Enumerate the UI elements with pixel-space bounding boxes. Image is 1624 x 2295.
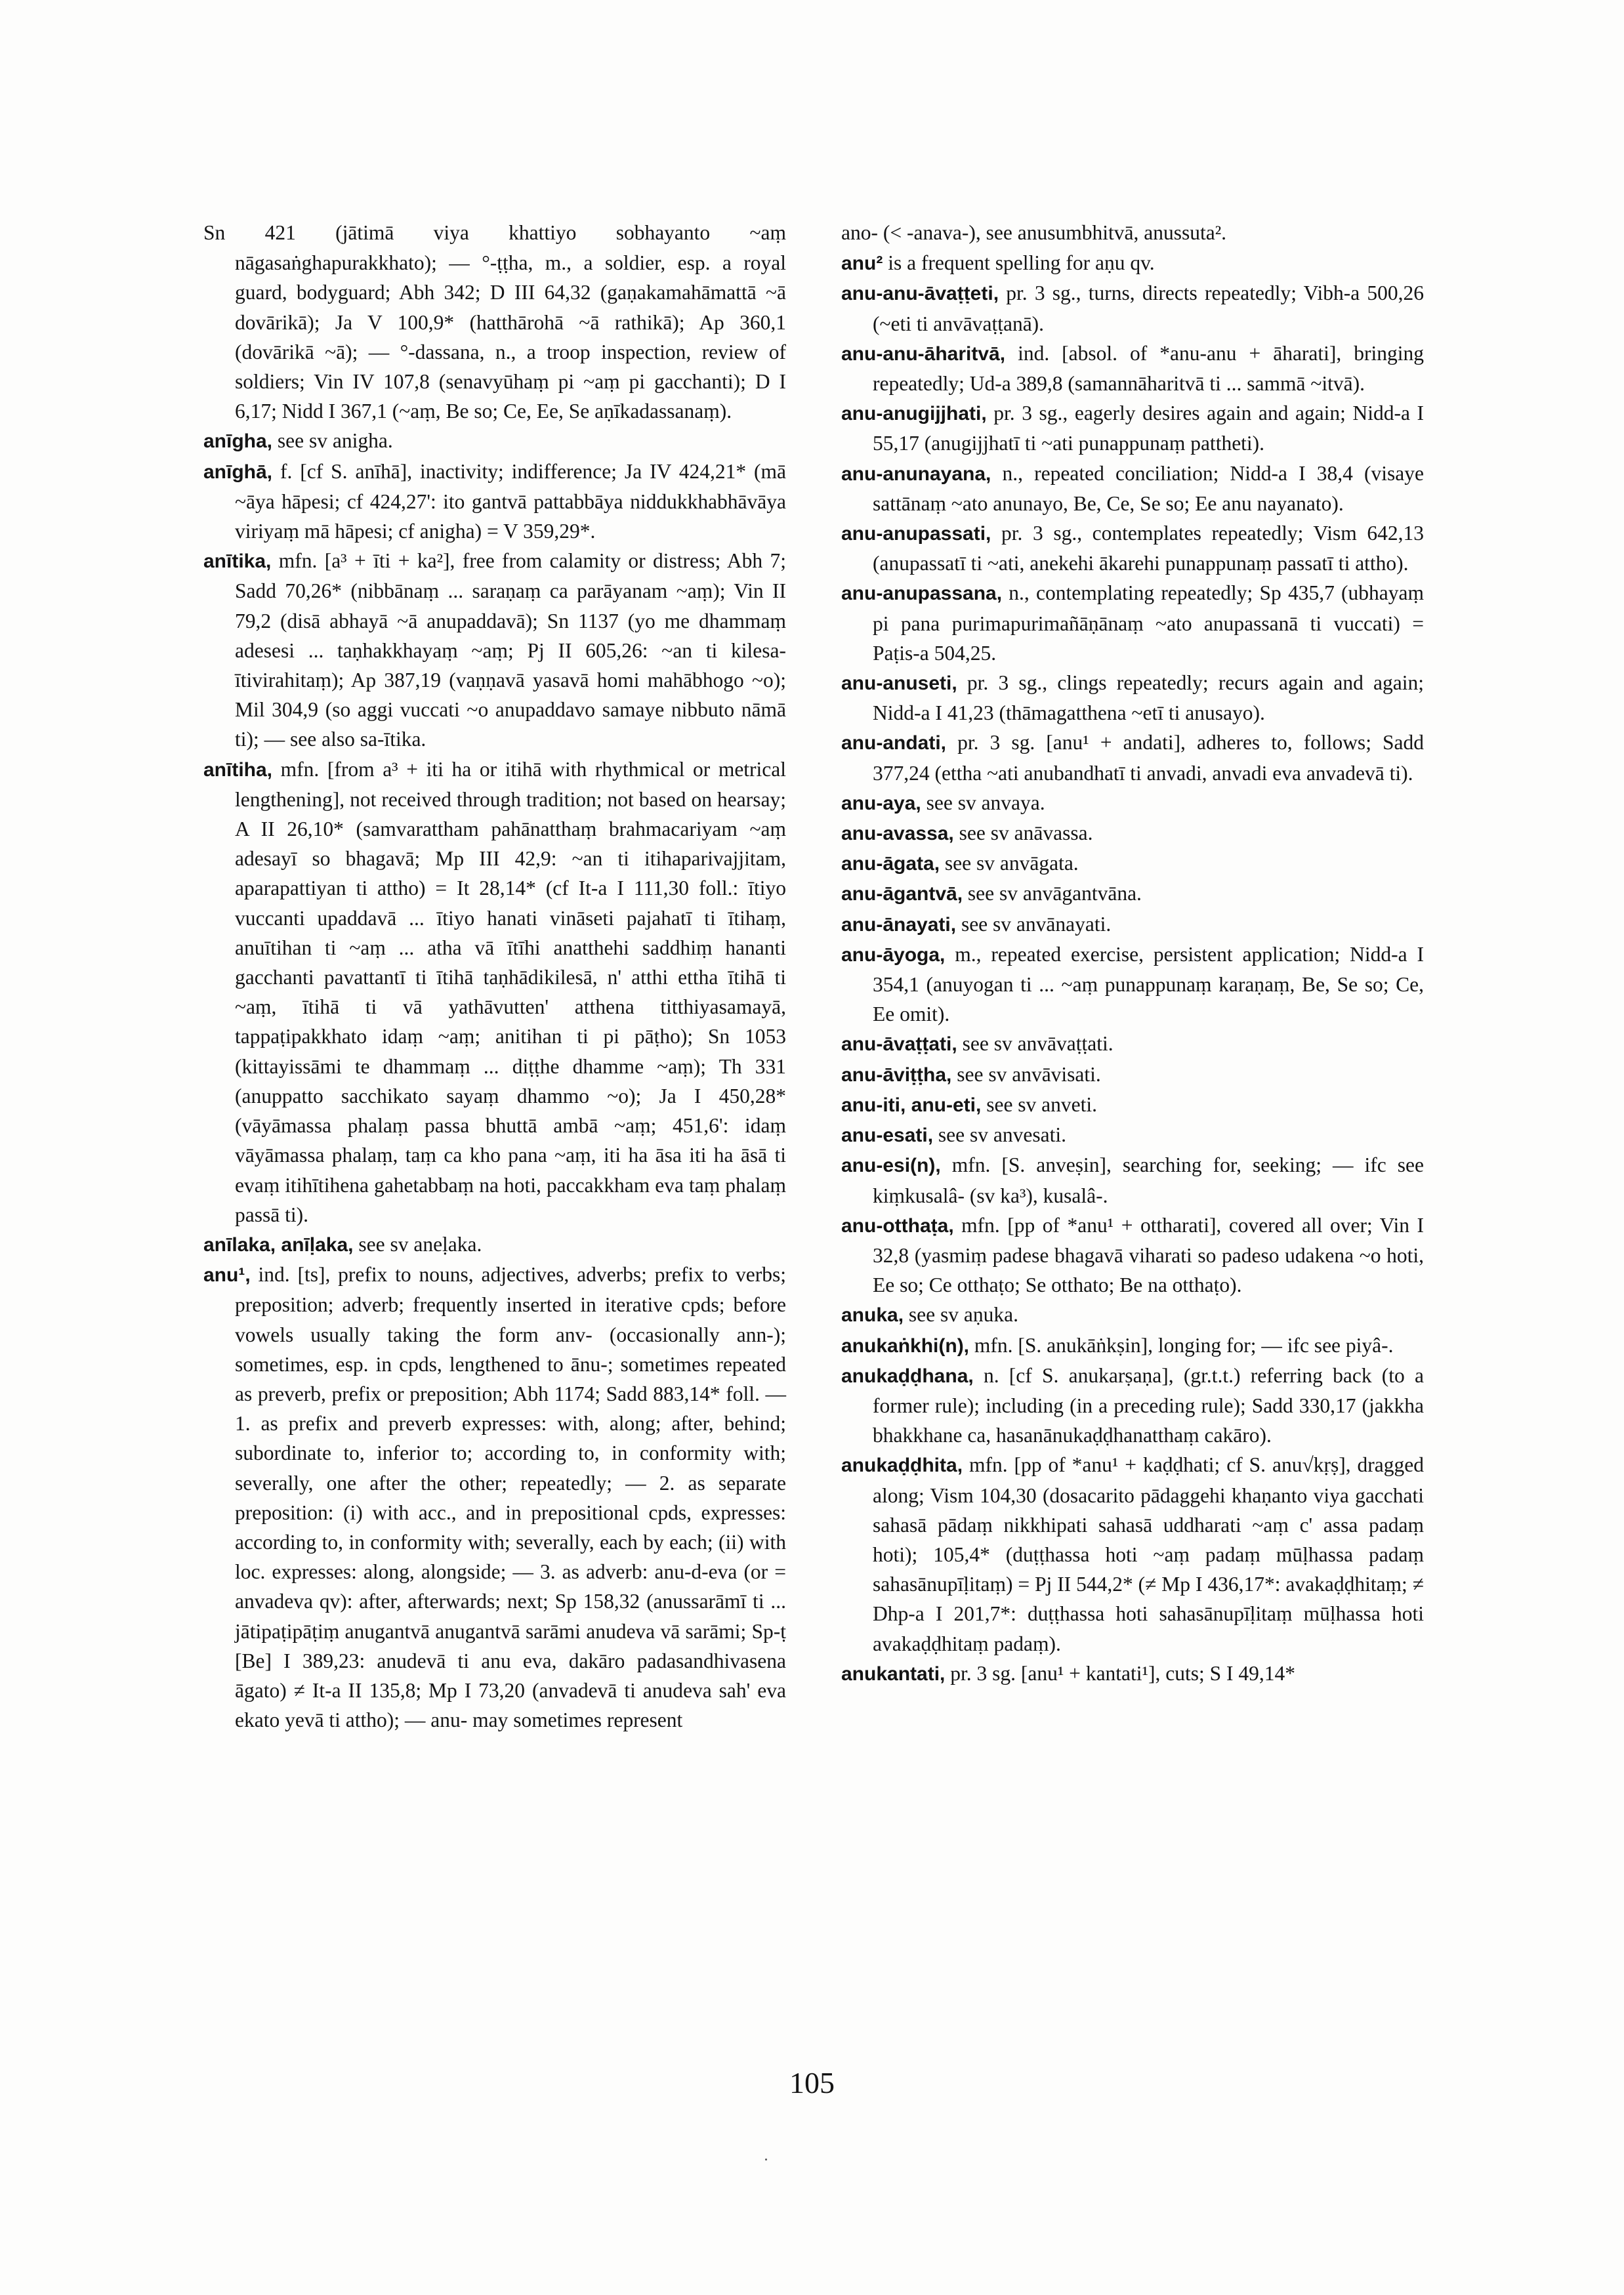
- dictionary-entry: [203, 457, 786, 547]
- dictionary-entry: [841, 398, 1424, 458]
- headword: anīgha,: [203, 430, 273, 453]
- entry-definition: f. [cf S. anīhā], inactivity; indifference; Ja IV 424,21* (mā ~āya hāpesi; cf 424,27': ito gantvā pattabbāya niddukkhabhāvāya viriyaṃ mā hāpesi; cf anigha) = V 359,29*.: [235, 459, 786, 543]
- entry-definition: n., contemplating repeatedly; Sp 435,7 (ubhayaṃ pi pana purimapurimañāṇānaṃ ~ato anupassanā ti vuccati) = Paṭis-a 504,25.: [873, 581, 1424, 665]
- entry-definition: is a frequent spelling for aṇu qv.: [888, 251, 1155, 275]
- entry-definition: n. [cf S. anukarṣaṇa], (gr.t.t.) referring back (to a former rule); including (in a preceding rule); Sadd 330,17 (jakkha bhakkhane ca, hasanānukaḍḍhanatthaṃ cakāro).: [873, 1363, 1424, 1447]
- headword: anu-avassa,: [841, 823, 954, 845]
- dictionary-entry: [841, 818, 1424, 848]
- dictionary-entry: [203, 1260, 786, 1735]
- entry-definition: see sv aneḷaka.: [358, 1232, 482, 1256]
- headword: anu-aya,: [841, 792, 921, 814]
- entry-definition: pr. 3 sg. [anu¹ + kantati¹], cuts; S I 49,14*: [950, 1661, 1295, 1685]
- entry-definition: pr. 3 sg., turns, directs repeatedly; Vibh-a 500,26 (~eti ti anvāvaṭṭanā).: [873, 281, 1425, 335]
- headword: anu-āgantvā,: [841, 883, 963, 905]
- headword: anu-ānayati,: [841, 913, 957, 936]
- left-column: [203, 218, 786, 1735]
- entry-definition: mfn. [S. anukāṅkṣin], longing for; — ifc see piyâ-.: [974, 1333, 1394, 1357]
- entry-definition: mfn. [pp of *anu¹ + ottharati], covered all over; Vin I 32,8 (yasmiṃ padese bhagavā viharati so padeso udakena ~o hoti, Ee so; Ce otthaṭo; Se otthato; Be na otthaṭo).: [873, 1213, 1425, 1297]
- entry-definition: see sv anvāvisati.: [957, 1062, 1101, 1086]
- dictionary-entry: [841, 339, 1424, 398]
- headword: anu-anugijjhati,: [841, 403, 987, 425]
- headword: anītiha,: [203, 758, 273, 781]
- dictionary-entry: [203, 426, 786, 456]
- dictionary-entry: [841, 248, 1424, 278]
- entry-definition: m., repeated exercise, persistent application; Nidd-a I 354,1 (anuyogan ti ... ~aṃ punappunaṃ karaṇaṃ, Be, Se so; Ce, Ee omit).: [873, 942, 1425, 1026]
- dictionary-entry: [841, 1300, 1424, 1330]
- headword: anu-anunayana,: [841, 463, 991, 485]
- headword: anu-esati,: [841, 1125, 934, 1147]
- dictionary-entry: [841, 1090, 1424, 1120]
- headword: anu-āgata,: [841, 853, 940, 875]
- entry-definition: pr. 3 sg. [anu¹ + andati], adheres to, follows; Sadd 377,24 (ettha ~ati anubandhatī ti anvadi, anvadi eva anvadevā ti).: [873, 731, 1425, 785]
- headword: anīlaka, anīḷaka,: [203, 1233, 354, 1256]
- page-number: 105: [789, 2066, 835, 2099]
- headword: anu-āvaṭṭati,: [841, 1033, 957, 1056]
- dictionary-entry: [841, 1450, 1424, 1658]
- dictionary-entry: [841, 1210, 1424, 1300]
- entry-definition: pr. 3 sg., clings repeatedly; recurs again and again; Nidd-a I 41,23 (thāmagatthena ~etī ti anusayo).: [873, 671, 1424, 725]
- entry-definition: ano- (< -anava-), see anusumbhitvā, anussuta².: [841, 221, 1227, 244]
- headword: anu-andati,: [841, 732, 947, 755]
- entry-definition: mfn. [pp of *anu¹ + kaḍḍhati; cf S. anu√kṛṣ], dragged along; Vism 104,30 (dosacarito pādaggehi khaṇanto viya gacchati sahasā pādaṃ nikkhipati sahasā uddharati ~aṃ c' assa padaṃ hoti); 105,4* (duṭṭhassa hoti ~aṃ padaṃ mūḷhassa padaṃ sahasānupīḷitaṃ) = Pj II 544,2* (≠ Mp I 436,17*: avakaḍḍhitaṃ; ≠ Dhp-a I 201,7*: duṭṭhassa hoti sahasānupīḷitaṃ mūḷhassa hoti avakaḍḍhitaṃ padaṃ).: [873, 1453, 1425, 1655]
- dictionary-entry: [841, 518, 1424, 578]
- dictionary-entry: [841, 879, 1424, 909]
- entry-definition: see sv anvāgantvāna.: [967, 882, 1142, 905]
- headword: anukaḍḍhana,: [841, 1365, 974, 1387]
- dictionary-entry: [841, 1331, 1424, 1361]
- entry-definition: see sv anvāgata.: [944, 852, 1079, 875]
- dictionary-entry: [841, 1361, 1424, 1451]
- dictionary-entry: [841, 1029, 1424, 1059]
- dictionary-entry: [841, 218, 1424, 248]
- entry-definition: mfn. [from a³ + iti ha or itihā with rhythmical or metrical lengthening], not received through tradition; not based on hearsay; A II 26,10* (samvarattham pahānatthaṃ brahmacariyam ~aṃ adesayī so bhagavā; Mp III 42,9: ~an ti itihaparivajjitam, aparapattiyan ti attho) = It 28,14* (cf It-a I 111,30 foll.: ītiyo vuccanti upaddavā ... ītiyo hanati vināseti pajahatī ti ītihaṃ, anuītihan ti ~aṃ ... atha vā ītīhi anatthehi saddhiṃ hananti gacchanti pavattantī ti ītihā taṇhādikilesā, n' atthi ettha ītihā ti ~aṃ, ītihā ti vā yathāvutten' atthena titthiyasamayā, tappaṭipakkhato idaṃ ~aṃ; anitihan ti pi pāṭho); Sn 1053 (kittayissāmi te dhammaṃ ... diṭṭhe dhamme ~aṃ); Th 331 (anuppatto sacchikato sayaṃ dhammo ~o); Ja I 450,28* (vāyāmassa phalaṃ passa bhuttā ambā ~aṃ; 451,6': idaṃ vāyāmassa phalaṃ, taṃ ca kho pana ~aṃ, iti ha āsa iti ha āsā ti evaṃ itihītihena gahetabbaṃ na hoti, paccakkham eva taṃ phalaṃ passā ti).: [235, 757, 787, 1226]
- headword: anu¹,: [203, 1264, 251, 1287]
- dictionary-entry: [841, 1150, 1424, 1210]
- entry-definition: ind. [absol. of *anu-anu + āharati], bringing repeatedly; Ud-a 389,8 (samannāharitvā ti ... sammā ~itvā).: [873, 341, 1425, 396]
- headword: anu-āyoga,: [841, 943, 946, 966]
- headword: anuka,: [841, 1304, 904, 1327]
- dictionary-entry: [841, 788, 1424, 818]
- entry-definition: Sn 421 (jātimā viya khattiyo sobhayanto ~aṃ nāgasaṅghapurakkhato); — °-ṭṭha, m., a soldier, esp. a royal guard, bodyguard; Abh 342; D III 64,32 (gaṇakamahāmattā ~ā dovārikā); Ja V 100,9* (hatthārohā ~ā rathikā); Ap 360,1 (dovārikā ~ā); — °-dassana, n., a troop inspection, review of soldiers; Vin IV 107,8 (senavyūhaṃ pi ~aṃ pi gacchanti); D I 6,17; Nidd I 367,1 (~aṃ, Be so; Ce, Ee, Se aṇīkadassanaṃ).: [203, 221, 786, 423]
- headword: anu-otthaṭa,: [841, 1214, 954, 1237]
- headword: anu-āviṭṭha,: [841, 1064, 952, 1086]
- entry-definition: see sv anveti.: [986, 1092, 1098, 1116]
- dictionary-entry: [841, 728, 1424, 787]
- headword: anu-iti, anu-eti,: [841, 1094, 982, 1116]
- headword: anu-anu-āvaṭṭeti,: [841, 283, 999, 305]
- dictionary-entry: [841, 1060, 1424, 1090]
- entry-definition: see sv anvāvaṭṭati.: [962, 1032, 1114, 1056]
- headword: anītika,: [203, 550, 272, 573]
- headword: anu-anupassana,: [841, 583, 1003, 605]
- scan-speck: [765, 2159, 767, 2161]
- headword: anukaḍḍhita,: [841, 1455, 963, 1477]
- headword: anu-anuseti,: [841, 672, 957, 695]
- entry-definition: see sv anigha.: [277, 429, 393, 453]
- headword: anu-anu-āharitvā,: [841, 342, 1006, 365]
- dictionary-entry: [841, 940, 1424, 1029]
- entry-definition: ind. [ts], prefix to nouns, adjectives, adverbs; prefix to verbs; preposition; adverb; frequently inserted in iterative cpds; before vowels usually taking the form anv- (occasionally ann-); sometimes, esp. in cpds, lengthened to ānu-; sometimes repeated as preverb, prefix or preposition; Abh 1174; Sadd 883,14* foll. — 1. as prefix and preverb expresses: with, along; after, behind; subordinate to, inferior to; according to, in conformity with; severally, one after the other; repeatedly; — 2. as separate preposition: (i) with acc., and in prepositional cpds, expresses: according to, in conformity with; severally, each by each; (ii) with loc. expresses: along, alongside; — 3. as adverb: anu-d-eva (or = anvadeva qv): after, afterwards; next; Sp 158,32 (anussarāmī ti ... jātipaṭipāṭiṃ anugantvā anugantvā sarāmi anudeva vā sarāmi; Sp-ṭ [Be] I 389,23: anudevā ti anu eva, dakāro padasandhivasena āgato) ≠ It-a II 135,8; Mp I 73,20 (anvadevā ti anudeva sah' eva ekato yevā ti attho); — anu- may sometimes represent: [235, 1263, 786, 1732]
- dictionary-entry: [203, 1230, 786, 1260]
- dictionary-entry: [841, 668, 1424, 728]
- dictionary-entry: [841, 1659, 1424, 1689]
- dictionary-entry: [841, 1120, 1424, 1150]
- headword: anukantati,: [841, 1663, 946, 1685]
- headword: anīghā,: [203, 461, 273, 483]
- dictionary-entry: [841, 278, 1424, 338]
- right-column: [841, 218, 1424, 1689]
- dictionary-entry: [841, 848, 1424, 879]
- dictionary-entry: [203, 755, 786, 1230]
- headword: anu-anupassati,: [841, 523, 991, 545]
- headword: anu²: [841, 253, 883, 275]
- headword: anu-esi(n),: [841, 1155, 941, 1177]
- entry-definition: pr. 3 sg., eagerly desires again and again; Nidd-a I 55,17 (anugijjhatī ti ~ati punappunaṃ pattheti).: [873, 402, 1425, 455]
- entry-definition: see sv anāvassa.: [959, 821, 1093, 845]
- entry-definition: pr. 3 sg., contemplates repeatedly; Vism 642,13 (anupassatī ti ~ati, anekehi ākarehi punappunaṃ passatī ti attho).: [873, 522, 1425, 575]
- entry-definition: see sv anvānayati.: [961, 912, 1112, 936]
- dictionary-entry: [203, 218, 786, 426]
- dictionary-entry: [203, 546, 786, 754]
- entry-definition: see sv aṇuka.: [908, 1303, 1018, 1327]
- headword: anukaṅkhi(n),: [841, 1334, 970, 1357]
- dictionary-entry: [841, 578, 1424, 668]
- dictionary-entry: [841, 909, 1424, 940]
- entry-definition: see sv anvaya.: [926, 791, 1045, 814]
- dictionary-entry: [841, 459, 1424, 518]
- entry-definition: mfn. [S. anveṣin], searching for, seeking; — ifc see kiṃkusalâ- (sv ka³), kusalâ-.: [873, 1153, 1424, 1207]
- entry-definition: mfn. [a³ + īti + ka²], free from calamity or distress; Abh 7; Sadd 70,26* (nibbānaṃ ... saraṇaṃ ca parāyanam ~aṃ); Vin II 79,2 (disā abhayā ~ā anupaddavā); Sn 1137 (yo me dhammaṃ adesesi ... taṇhakkhayaṃ ~aṃ; Pj II 605,26: ~an ti kilesa-ītivirahitaṃ); Ap 387,19 (vaṇṇavā yasavā homi mahābhogo ~o); Mil 304,9 (so aggi vuccati ~o anupaddavo samaye nibbuto nāmā ti); — see also sa-ītika.: [235, 549, 787, 751]
- entry-definition: see sv anvesati.: [938, 1123, 1066, 1147]
- entry-definition: n., repeated conciliation; Nidd-a I 38,4 (visaye sattānaṃ ~ato anunayo, Be, Ce, Se so; Ee anu nayanato).: [873, 461, 1425, 515]
